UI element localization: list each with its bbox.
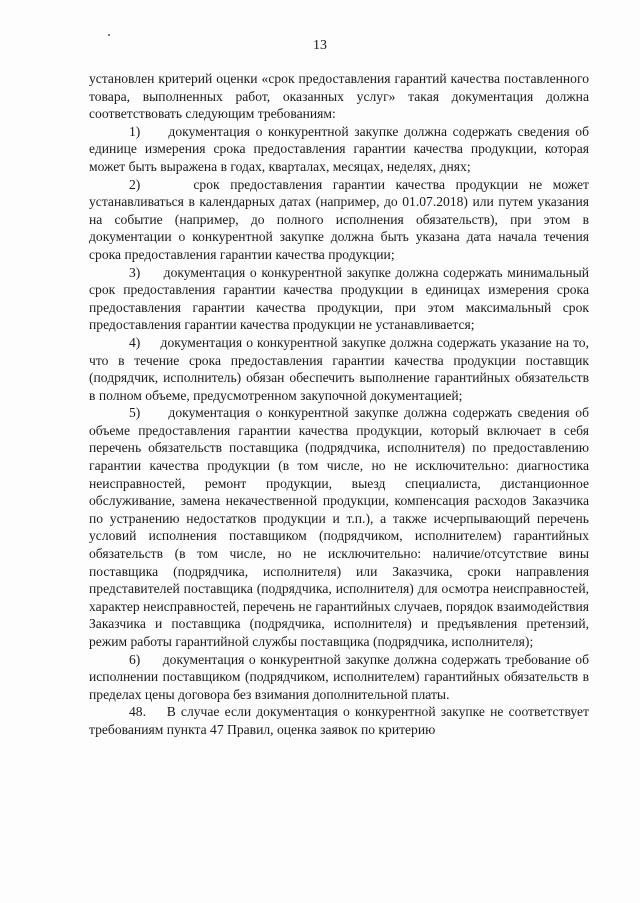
- document-body: [89, 70, 589, 739]
- list-item-2: 2) срок предоставления гарантии качества продукции не может устанавливаться в календарных датах (например, до 01.07.2018) или путем указания на событие (например, до полного исполнения обязательств), при этом в документации о конкурентной закупке должна быть указана дата начала течения срока предоставления гарантии качества продукции;: [89, 176, 589, 262]
- list-item-6: 6) документация о конкурентной закупке должна содержать требование об исполнении поставщиком (подрядчиком, исполнителем) гарантийных обязательств в пределах цены договора без взимания дополнительной платы.: [89, 651, 589, 702]
- list-item-4: 4) документация о конкурентной закупке должна содержать указание на то, что в течение срока предоставления гарантии качества продукции поставщик (подрядчик, исполнитель) обязан обеспечить выполнение гарантийных обязательств в полном объеме, предусмотренном закупочной документацией;: [89, 334, 589, 403]
- list-item-3: 3) документация о конкурентной закупке должна содержать минимальный срок предоставления гарантии качества продукции в единицах измерения срока предоставления гарантии качества продукции, при этом максимальный срок предоставления гарантии качества продукции не устанавливается;: [89, 264, 589, 333]
- page-number: 13: [313, 38, 327, 53]
- list-item-5: 5) документация о конкурентной закупке должна содержать сведения об объеме предоставления гарантии качества продукции, который включает в себя перечень обязательств поставщика (подрядчика, исполнителя) по предоставлению гарантии качества продукции (в том числе, но не исключительно: диагностика неисправностей, ремонт продукции, выезд специалиста, дистанционное обслуживание, замена некачественной продукции, компенсация расходов Заказчика по устранению недостатков продукции и т.п.), а также исчерпывающий перечень условий исполнения поставщиком (подрядчиком, исполнителем) гарантийных обязательств (в том числе, но не исключительно: наличие/отсутствие вины поставщика (подрядчика, исполнителя) или Заказчика, сроки направления представителей поставщика (подрядчика, исполнителя) для осмотра неисправностей, характер неисправностей, перечень не гарантийных случаев, порядок взаимодействия Заказчика и поставщика (подрядчика, исполнителя) и предъявления претензий, режим работы гарантийной службы поставщика (подрядчика, исполнителя);: [89, 405, 589, 649]
- list-item-1: 1) документация о конкурентной закупке должна содержать сведения об единице измерения срока предоставления гарантии качества продукции, которая может быть выражена в годах, кварталах, месяцах, неделях, днях;: [89, 123, 589, 174]
- paragraph-intro: установлен критерий оценки «срок предоставления гарантий качества поставленного товара, выполненных работ, оказанных услуг» такая документация должна соответствовать следующим требованиям:: [89, 71, 589, 122]
- scan-speck: [108, 34, 110, 36]
- clause-48: 48. В случае если документация о конкурентной закупке не соответствует требованиям пункта 47 Правил, оценка заявок по критерию: [89, 704, 589, 737]
